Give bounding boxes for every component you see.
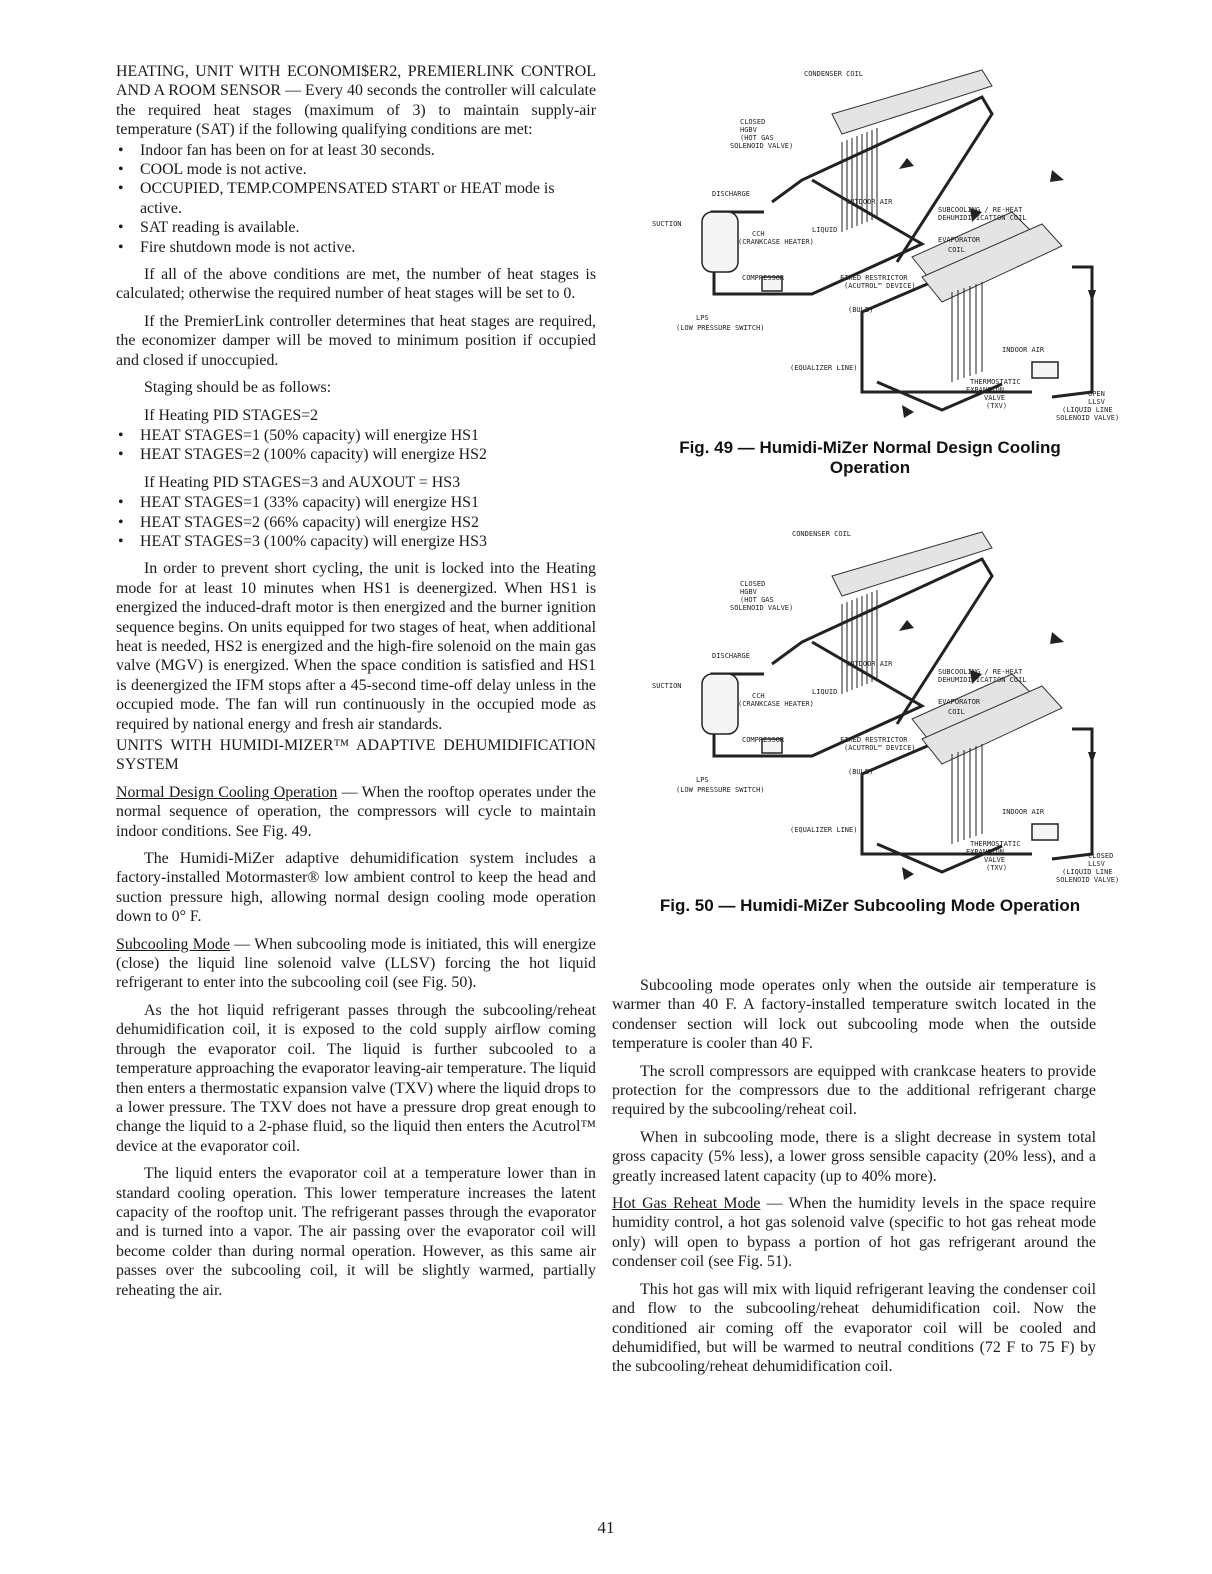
paragraph: This hot gas will mix with liquid refrigerant leaving the condenser coil and flow to the subcooling/reheat dehumidification coil. Now the conditioned air coming off the evaporator coil will be cooled and dehumidified, but will be warmed to neutral conditions (72 F to 75 F) by the subcooling/reheat dehumidification coil. bbox=[612, 1280, 1096, 1376]
hgbv-label-1: CLOSED bbox=[740, 118, 766, 126]
bulb-label: (BULB) bbox=[848, 306, 874, 314]
cch-label-2: (CRANKCASE HEATER) bbox=[738, 700, 814, 708]
subcooling-coil-label-1: SUBCOOLING / RE-HEAT bbox=[938, 206, 1023, 214]
list-item: • SAT reading is available. bbox=[116, 218, 596, 237]
list-item: • HEAT STAGES=1 (33% capacity) will energize HS1 bbox=[116, 493, 596, 512]
paragraph-text: — When subcooling mode is initiated, this will energize (close) the liquid line solenoid valve (LLSV) forcing the hot liquid refrigerant to enter into the subcooling coil (see Fig. 50). bbox=[116, 935, 596, 992]
txv-label-3: VALVE bbox=[984, 856, 1006, 864]
discharge-label: DISCHARGE bbox=[712, 652, 750, 660]
liquid-label: LIQUID bbox=[812, 226, 838, 234]
figure-50-caption: Fig. 50 — Humidi-MiZer Subcooling Mode Operation bbox=[659, 896, 1081, 915]
hgbv-label-1: CLOSED bbox=[740, 580, 766, 588]
paragraph bbox=[116, 783, 596, 841]
stages2-list bbox=[116, 426, 596, 465]
conditions-list bbox=[116, 141, 596, 257]
llsv-label-4: SOLENOID VALVE) bbox=[1056, 876, 1120, 884]
paragraph: If all of the above conditions are met, the number of heat stages is calculated; otherwise the required number of heat stages will be set to 0. bbox=[116, 266, 596, 303]
paragraph: In order to prevent short cycling, the unit is locked into the Heating mode for at least 10 minutes when HS1 is deenergized. When HS1 is energized the induced-draft motor is then energized and the burner ignition sequence begins. On units equipped for two stages of heat, when additional heat is needed, HS2 is energized and the high-fire solenoid on the main gas valve (MGV) is energized. When the space condition is satisfied and HS1 is deenergized the IFM stops after a 45-second time-off delay unless in the occupied mode. The fan will run continuously in the occupied mode as required by national energy and fresh air standards. bbox=[116, 560, 596, 733]
paragraph bbox=[612, 1194, 1096, 1272]
bulb-label: (BULB) bbox=[848, 768, 874, 776]
paragraph-text: — When the humidity levels in the space require humidity control, a hot gas solenoid valve (specific to hot gas reheat mode only) will open to bypass a portion of hot gas refrigerant around the condenser coil (see Fig. 51). bbox=[612, 1195, 1096, 1271]
paragraph: The scroll compressors are equipped with crankcase heaters to provide protection for the compressors due to the additional refrigerant charge required by the subcooling/reheat coil. bbox=[612, 1062, 1096, 1119]
llsv-label-1: CLOSED bbox=[1088, 852, 1114, 860]
left-column bbox=[116, 62, 596, 1300]
cch-label-1: CCH bbox=[752, 230, 765, 238]
right-column bbox=[612, 976, 1096, 1377]
evaporator-coil-label-2: COIL bbox=[948, 246, 965, 254]
fixed-restrictor-label-1: FIXED RESTRICTOR bbox=[840, 274, 908, 282]
txv-label-1: THERMOSTATIC bbox=[970, 378, 1021, 386]
paragraph: When in subcooling mode, there is a slight decrease in system total gross capacity (5% less), a lower gross sensible capacity (20% less), and a greatly increased latent capacity (up to 40% more). bbox=[612, 1128, 1096, 1185]
compressor-label: COMPRESSOR bbox=[742, 736, 785, 744]
fixed-restrictor-label-2: (ACUTROL™ DEVICE) bbox=[844, 744, 916, 752]
fixed-restrictor-label-2: (ACUTROL™ DEVICE) bbox=[844, 282, 916, 290]
txv-label-4: (TXV) bbox=[986, 864, 1008, 872]
section-heading: UNITS WITH HUMIDI-MIZER™ ADAPTIVE DEHUMIDIFICATION SYSTEM bbox=[116, 737, 596, 774]
txv-label-3: VALVE bbox=[984, 394, 1006, 402]
hgbv-label-4: SOLENOID VALVE) bbox=[730, 604, 794, 612]
hgbv-label-2: HGBV bbox=[740, 126, 757, 134]
evaporator-coil-label-1: EVAPORATOR bbox=[938, 698, 981, 706]
figure-50-diagram bbox=[652, 524, 1122, 898]
paragraph: As the hot liquid refrigerant passes through the subcooling/reheat dehumidification coil, it is exposed to the cold supply airflow coming through the evaporator coil. The liquid is further subcooled to a temperature approaching the evaporator leaving-air temperature. The liquid then enters a thermostatic expansion valve (TXV) where the liquid drops to a lower pressure. The TXV does not have a pressure drop great enough to change the liquid to a 2-phase fluid, so the liquid then enters the Acutrol™ device at the evaporator coil. bbox=[116, 1001, 596, 1155]
figure-49-caption: Fig. 49 — Humidi-MiZer Normal Design Cooling Operation bbox=[679, 438, 1061, 477]
suction-label: SUCTION bbox=[652, 220, 682, 228]
txv-label-2: EXPANSION bbox=[966, 386, 1004, 394]
evaporator-coil-label-1: EVAPORATOR bbox=[938, 236, 981, 244]
list-item: • HEAT STAGES=2 (66% capacity) will energize HS2 bbox=[116, 513, 596, 532]
fixed-restrictor-label-1: FIXED RESTRICTOR bbox=[840, 736, 908, 744]
txv-label-1: THERMOSTATIC bbox=[970, 840, 1021, 848]
paragraph: Subcooling mode operates only when the outside air temperature is warmer than 40 F. A factory-installed temperature switch located in the condenser section will lock out subcooling mode when the outside temperature is cooler than 40 F. bbox=[612, 977, 1096, 1053]
condenser-coil-label: CONDENSER COIL bbox=[804, 70, 864, 78]
paragraph: The Humidi-MiZer adaptive dehumidification system includes a factory-installed Motormaster® low ambient control to keep the head and suction pressure high, allowing normal design cooling mode operation down to 0° F. bbox=[116, 850, 596, 926]
run-in-heading: Subcooling Mode bbox=[116, 935, 230, 953]
indoor-air-label: INDOOR AIR bbox=[1002, 808, 1045, 816]
figure-49-diagram bbox=[652, 62, 1122, 432]
cch-label-1: CCH bbox=[752, 692, 765, 700]
hgbv-label-4: SOLENOID VALVE) bbox=[730, 142, 794, 150]
list-item: • OCCUPIED, TEMP.COMPENSATED START or HEAT mode is active. bbox=[116, 179, 596, 218]
paragraph: If Heating PID STAGES=2 bbox=[144, 406, 319, 424]
cch-label-2: (CRANKCASE HEATER) bbox=[738, 238, 814, 246]
paragraph: Staging should be as follows: bbox=[144, 379, 332, 397]
heating-paragraph: HEATING, UNIT WITH ECONOMI$ER2, PREMIERLINK CONTROL AND A ROOM SENSOR — Every 40 seconds the controller will calculate the required heat stages (maximum of 3) to maintain supply-air temperature (SAT) if the following qualifying conditions are met: bbox=[116, 63, 596, 139]
paragraph: The liquid enters the evaporator coil at a temperature lower than in standard cooling operation. This lower temperature increases the latent capacity of the rooftop unit. The refrigerant passes through the evaporator and is turned into a vapor. The air passing over the evaporator coil will become colder than during normal operation. However, as this same air passes over the subcooling coil, it will be slightly warmed, partially reheating the air. bbox=[116, 1165, 596, 1299]
subcooling-coil-label-1: SUBCOOLING / RE-HEAT bbox=[938, 668, 1023, 676]
indoor-air-label: INDOOR AIR bbox=[1002, 346, 1045, 354]
llsv-label-2: LLSV bbox=[1088, 398, 1105, 406]
subcooling-coil-label-2: DEHUMIDIFICATION COIL bbox=[938, 214, 1027, 222]
list-item: • Indoor fan has been on for at least 30 seconds. bbox=[116, 141, 596, 160]
paragraph-text: — When the rooftop operates under the normal sequence of operation, the compressors will cycle to maintain indoor conditions. See Fig. 49. bbox=[116, 783, 596, 840]
page-number: 41 bbox=[597, 1518, 615, 1537]
discharge-label: DISCHARGE bbox=[712, 190, 750, 198]
list-item: • Fire shutdown mode is not active. bbox=[116, 238, 596, 257]
lps-label-1: LPS bbox=[696, 314, 709, 322]
compressor-label: COMPRESSOR bbox=[742, 274, 785, 282]
equalizer-line-label: (EQUALIZER LINE) bbox=[790, 364, 858, 372]
outdoor-air-label: OUTDOOR AIR bbox=[846, 198, 893, 206]
llsv-label-1: OPEN bbox=[1088, 390, 1105, 398]
hgbv-label-3: (HOT GAS bbox=[740, 134, 774, 142]
txv-label-4: (TXV) bbox=[986, 402, 1008, 410]
subcooling-coil-label-2: DEHUMIDIFICATION COIL bbox=[938, 676, 1027, 684]
llsv-label-4: SOLENOID VALVE) bbox=[1056, 414, 1120, 422]
outdoor-air-label: OUTDOOR AIR bbox=[846, 660, 893, 668]
paragraph bbox=[116, 935, 596, 993]
suction-label: SUCTION bbox=[652, 682, 682, 690]
run-in-heading: Hot Gas Reheat Mode bbox=[612, 1195, 761, 1213]
llsv-label-3: (LIQUID LINE bbox=[1062, 406, 1113, 414]
txv-label-2: EXPANSION bbox=[966, 848, 1004, 856]
stages3-list bbox=[116, 493, 596, 551]
lps-label-2: (LOW PRESSURE SWITCH) bbox=[676, 324, 765, 332]
run-in-heading: Normal Design Cooling Operation bbox=[116, 783, 338, 801]
lps-label-1: LPS bbox=[696, 776, 709, 784]
list-item: • COOL mode is not active. bbox=[116, 160, 596, 179]
list-item: • HEAT STAGES=3 (100% capacity) will energize HS3 bbox=[116, 532, 596, 551]
evaporator-coil-label-2: COIL bbox=[948, 708, 965, 716]
llsv-label-2: LLSV bbox=[1088, 860, 1105, 868]
llsv-label-3: (LIQUID LINE bbox=[1062, 868, 1113, 876]
list-item: • HEAT STAGES=2 (100% capacity) will energize HS2 bbox=[116, 445, 596, 464]
paragraph: If Heating PID STAGES=3 and AUXOUT = HS3 bbox=[144, 473, 461, 491]
paragraph: If the PremierLink controller determines that heat stages are required, the economizer damper will be moved to minimum position if occupied and closed if unoccupied. bbox=[116, 312, 596, 369]
equalizer-line-label: (EQUALIZER LINE) bbox=[790, 826, 858, 834]
hgbv-label-3: (HOT GAS bbox=[740, 596, 774, 604]
condenser-coil-label: CONDENSER COIL bbox=[792, 530, 852, 538]
liquid-label: LIQUID bbox=[812, 688, 838, 696]
list-item: • HEAT STAGES=1 (50% capacity) will energize HS1 bbox=[116, 426, 596, 445]
hgbv-label-2: HGBV bbox=[740, 588, 757, 596]
lps-label-2: (LOW PRESSURE SWITCH) bbox=[676, 786, 765, 794]
